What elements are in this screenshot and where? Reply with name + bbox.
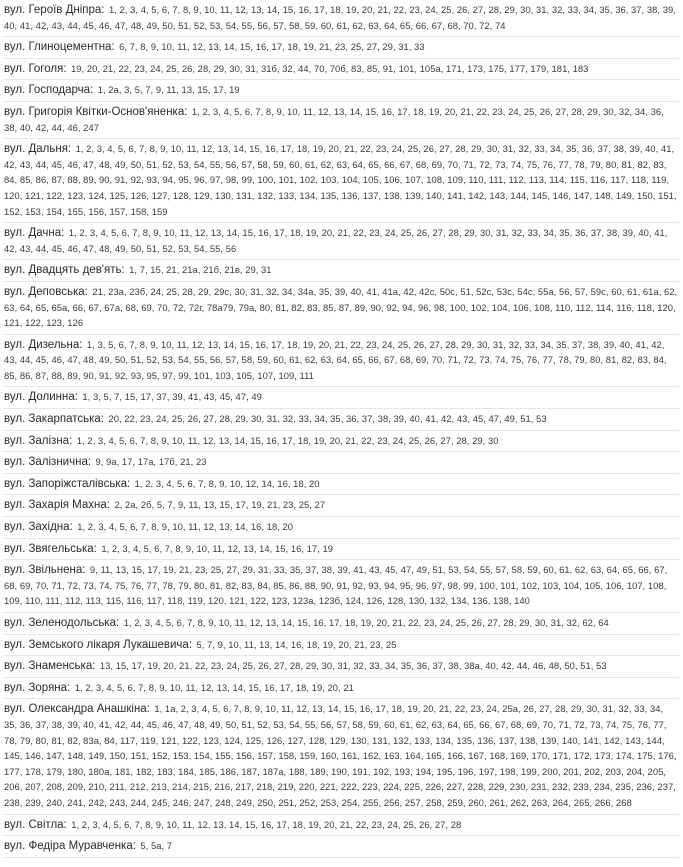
house-numbers: 9, 9а, 17, 17а, 17б, 21, 23: [95, 456, 207, 468]
house-numbers: 1, 2, 3, 4, 5, 6, 7, 8, 9, 10, 11, 12, 13, 14, 15, 16, 17, 18, 19, 20, 21, 22, 23, 24, 25, 26, 27, 28, 29, 30: [76, 434, 499, 446]
street-name: вул. Дальня:: [4, 143, 72, 156]
street-entry: [4, 560, 679, 613]
street-entry: [4, 474, 679, 496]
house-numbers: 2, 2а, 2б, 5, 7, 9, 11, 13, 15, 17, 19, 21, 23, 25, 27: [114, 499, 326, 511]
street-name: вул. Зеленодольська:: [4, 617, 120, 629]
street-entry: [4, 102, 679, 139]
house-numbers: 13, 15, 17, 19, 20, 21, 22, 23, 24, 25, 26, 27, 28, 29, 30, 31, 32, 33, 34, 35, 36, 37, 38, 38а, 40, 42, 44, 46, 48, 50, 51, 53: [99, 660, 607, 672]
street-entry: [4, 635, 679, 657]
house-numbers: 1, 2, 3, 4, 5, 6, 7, 8, 9, 10, 11, 12, 13, 14, 15, 16, 17, 18, 19, 20, 21: [74, 681, 354, 693]
street-entry: [4, 335, 679, 388]
house-numbers: 21, 23а, 23б, 24, 25, 28, 29, 29с, 30, 31, 32, 34, 34а, 35, 39, 40, 41, 41а, 42, 42с, 50с, 51, 52с, 53с, 54с, 55а, 56, 57, 59с, 60, 61, 61а, 62, 63, 64, 65, 65а, 66, 67, 67а, 68, 69, 70, 72, 72г, 78а79, 79а, 80, 81, 82, 83, 85, 87, 89, 90, 92, 94, 96, 98, 100, 102, 104, 106, 108, 110, 112, 114, 116, 118, 120, 121, 122, 123, 126: [4, 285, 678, 329]
house-numbers: 1, 2, 3, 4, 5, 6, 7, 8, 9, 10, 11, 12, 13, 14, 15, 16, 17, 19: [101, 542, 334, 554]
street-name: вул. Земського лікаря Лукашевича:: [4, 638, 193, 651]
street-entry: [4, 37, 679, 59]
street-name: вул. Захарія Махна:: [4, 499, 110, 512]
street-name: вул. Західна:: [4, 521, 73, 534]
street-name: вул. Дизельна:: [4, 338, 83, 351]
house-numbers: 1, 2, 3, 4, 5, 6, 7, 8, 9, 10, 11, 12, 13, 14, 15, 16, 17, 18, 19, 20, 21, 22, 23, 24, 25, 26, 27, 28, 29, 30, 32, 34, 36, 38, 40, 42, 44, 46, 247: [4, 105, 664, 133]
street-name: вул. Звільнена:: [4, 564, 86, 577]
street-entry: [4, 282, 679, 335]
street-entry: [4, 260, 679, 282]
street-entry: [4, 452, 679, 474]
house-numbers: 1, 2, 3, 4, 5, 6, 7, 8, 9, 10, 12, 14, 16, 18, 20: [134, 477, 320, 489]
house-numbers: 1, 1а, 2, 3, 4, 5, 6, 7, 8, 9, 10, 11, 12, 13, 14, 15, 16, 17, 18, 19, 20, 21, 22, 23, 24, 25а, 26, 27, 28, 29, 30, 31, 32, 33, 34, 35, 36, 37, 38, 39, 40, 41, 42, 44, 45, 46, 47, 48, 49, 50, 51, 52, 53, 54, 55, 56, 57, 58, 59, 60, 61, 62, 63, 64, 65, 66, 67, 68, 69, 70, 71, 72, 73, 74, 75, 76, 77, 78, 79, 80, 81, 82, 83а, 84, 117, 119, 121, 122, 123, 124, 125, 126, 127, 128, 129, 130, 131, 132, 133, 134, 135, 136, 137, 138, 139, 140, 141, 142, 143, 144, 145, 146, 147, 148, 149, 150, 151, 152, 153, 154, 155, 156, 157, 158, 159, 160, 161, 162, 163, 164, 165, 166, 167, 168, 169, 170, 171, 172, 173, 174, 175, 176, 177, 178, 179, 180, 180а, 181, 182, 183, 184, 185, 186, 187, 187а, 188, 189, 190, 191, 192, 193, 194, 195, 196, 197, 198, 199, 200, 201, 202, 203, 204, 205, 206, 207, 208, 209, 210, 211, 212, 213, 214, 215, 216, 217, 218, 219, 220, 221, 222, 223, 224, 225, 226, 227, 228, 229, 230, 231, 232, 233, 234, 235, 236, 237, 238, 239, 240, 241, 242, 243, 244, 245, 246, 247, 248, 249, 250, 251, 252, 253, 254, 255, 256, 257, 258, 259, 260, 261, 262, 263, 264, 265, 266, 268: [4, 703, 677, 808]
house-numbers: 1, 3, 5, 7, 15, 17, 37, 39, 41, 43, 45, 47, 49: [82, 391, 262, 403]
street-entry: [4, 59, 679, 81]
street-name: вул. Залізна:: [4, 434, 73, 447]
house-numbers: 6, 7, 8, 9, 10, 11, 12, 13, 14, 15, 16, 17, 18, 19, 21, 23, 25, 27, 29, 31, 33: [119, 41, 425, 53]
house-numbers: 1, 2, 3, 4, 5, 6, 7, 8, 9, 10, 11, 12, 13, 14, 15, 16, 17, 18, 19, 20, 21, 22, 23, 24, 25, 26, 27, 28, 29, 30, 31, 32, 33, 34, 35, 36, 37, 38, 39, 40, 41, 42, 43, 44, 45, 46, 47, 48, 49, 50, 51, 52, 53, 54, 55, 56, 57, 58, 59, 60, 61, 62, 63, 64, 65, 66, 67, 68, 70, 72, 74: [4, 4, 676, 31]
house-numbers: 1, 2, 3, 4, 5, 6, 7, 8, 9, 10, 11, 12, 13, 14, 16, 18, 20: [77, 521, 294, 533]
street-name: вул. Деповська:: [4, 285, 88, 298]
street-entry: [4, 699, 679, 814]
house-numbers: 1, 2, 3, 4, 5, 6, 7, 8, 9, 10, 11, 12, 13, 14, 15, 16, 17, 18, 19, 20, 21, 22, 23, 24, 25, 26, 27, 28, 29, 30, 31, 32, 33, 34, 35, 36, 37, 38, 39, 40, 41, 42, 43, 44, 45, 46, 47, 48, 49, 50, 51, 52, 53, 54, 55, 56, 57, 58, 59, 60, 61, 62, 63, 64, 65, 66, 67, 68, 69, 70, 71, 72, 73, 74, 75, 76, 77, 78, 79, 80, 81, 82, 83, 84, 85, 86, 87, 88, 89, 90, 91, 92, 93, 94, 95, 96, 97, 98, 99, 100, 101, 102, 103, 104, 105, 106, 107, 108, 109, 110, 111, 112, 113, 114, 115, 116, 117, 118, 119, 120, 121, 122, 123, 124, 125, 126, 127, 128, 129, 130, 131, 132, 133, 134, 135, 136, 137, 138, 139, 140, 141, 142, 143, 144, 145, 146, 147, 148, 149, 150, 151, 152, 153, 154, 155, 156, 157, 158, 159: [4, 143, 677, 217]
street-name: вул. Закарпатська:: [4, 413, 104, 426]
street-entry: [4, 656, 679, 678]
street-name: вул. Світла:: [4, 818, 67, 831]
street-name: вул. Запоріжсталівська:: [4, 477, 131, 490]
street-name: вул. Зоряна:: [4, 681, 71, 694]
street-entry: [4, 80, 679, 102]
street-entry: [4, 517, 679, 539]
street-entry: [4, 387, 679, 409]
house-numbers: 1, 2, 3, 4, 5, 6, 7, 8, 9, 10, 11, 12, 13, 14, 15, 16, 17, 18, 19, 20, 21, 22, 23, 24, 25, 26, 27, 28, 29, 30, 31, 32, 62, 64: [123, 617, 609, 628]
street-entry: [4, 0, 679, 37]
house-numbers: 9, 11, 13, 15, 17, 19, 21, 23, 25, 27, 29, 31, 33, 35, 37, 38, 39, 41, 43, 45, 47, 49, 51, 53, 54, 55, 57, 58, 59, 60, 61, 62, 63, 64, 65, 66, 67, 68, 69, 70, 71, 72, 73, 74, 75, 76, 77, 78, 79, 80, 81, 82, 83, 84, 85, 86, 88, 90, 91, 92, 93, 94, 95, 96, 97, 98, 99, 100, 101, 102, 103, 104, 105, 106, 107, 108, 109, 110, 111, 112, 113, 115, 116, 117, 118, 119, 120, 121, 122, 123, 123а, 123б, 124, 126, 128, 130, 132, 134, 136, 138, 140: [4, 564, 668, 607]
house-numbers: 19, 20, 21, 22, 23, 24, 25, 26, 28, 29, 30, 31, 31б, 32, 44, 70, 70б, 83, 85, 91, 101, 105а, 171, 173, 175, 177, 179, 181, 183: [70, 62, 589, 74]
street-entry: [4, 613, 679, 635]
street-name: вул. Федіра Муравченка:: [4, 840, 136, 853]
house-numbers: 5, 5а, 7: [140, 840, 173, 852]
street-name: вул. Гоголя:: [4, 62, 67, 75]
street-name: вул. Залізнична:: [4, 456, 92, 469]
house-numbers: 1, 2, 3, 4, 5, 6, 7, 8, 9, 10, 11, 12, 13, 14, 15, 16, 17, 18, 19, 20, 21, 22, 23, 24, 25, 26, 27, 28, 29, 30, 31, 32, 33, 34, 35, 36, 37, 38, 39, 40, 41, 42, 43, 44, 45, 46, 47, 48, 49, 50, 51, 52, 53, 54, 55, 56: [4, 227, 668, 254]
street-name: вул. Знаменська:: [4, 660, 96, 673]
street-name: вул. Господарча:: [4, 84, 94, 97]
street-entry: [4, 495, 679, 517]
house-numbers: 1, 2а, 3, 5, 7, 9, 11, 13, 15, 17, 19: [97, 84, 240, 96]
house-numbers: 5, 7, 9, 10, 11, 13, 14, 16, 18, 19, 20, 21, 23, 25: [196, 638, 397, 650]
street-name: вул. Двадцять дев'ять:: [4, 264, 125, 277]
street-name: вул. Дачна:: [4, 227, 65, 240]
street-entry: [4, 431, 679, 453]
street-entry: [4, 815, 679, 837]
house-numbers: 20, 22, 23, 24, 25, 26, 27, 28, 29, 30, 31, 32, 33, 34, 35, 36, 37, 38, 39, 40, 41, 42, 43, 45, 47, 49, 51, 53: [108, 413, 547, 425]
street-entry: [4, 139, 679, 223]
house-numbers: 1, 3, 5, 6, 7, 8, 9, 10, 11, 12, 13, 14, 15, 16, 17, 18, 19, 20, 21, 22, 23, 24, 25, 26, 27, 28, 29, 30, 31, 32, 33, 34, 35, 37, 38, 39, 40, 41, 42, 43, 44, 45, 46, 47, 48, 49, 50, 51, 52, 53, 54, 55, 56, 57, 58, 59, 60, 61, 62, 63, 64, 65, 66, 67, 68, 69, 70, 71, 72, 73, 74, 75, 76, 77, 78, 79, 80, 81, 82, 83, 84, 85, 86, 87, 88, 89, 90, 91, 92, 93, 95, 97, 99, 101, 103, 105, 107, 109, 111: [4, 338, 667, 381]
street-name: вул. Григорія Квітки-Основ'яненка:: [4, 105, 188, 118]
street-entry: [4, 678, 679, 700]
street-name: вул. Звягельська:: [4, 542, 97, 555]
street-entry: [4, 836, 679, 858]
street-entry: [4, 409, 679, 431]
street-name: вул. Долинна:: [4, 391, 78, 404]
street-name: вул. Героїв Дніпра:: [4, 4, 105, 16]
street-name: вул. Олександра Анашкіна:: [4, 703, 150, 716]
street-entry: [4, 539, 679, 561]
house-numbers: 1, 7, 15, 21, 21а, 21б, 21в, 29, 31: [129, 264, 272, 276]
house-numbers: 1, 2, 3, 4, 5, 6, 7, 8, 9, 10, 11, 12, 13, 14, 15, 16, 17, 18, 19, 20, 21, 22, 23, 24, 25, 26, 27, 28: [71, 818, 462, 830]
street-name: вул. Глиноцементна:: [4, 41, 115, 54]
street-entry: [4, 223, 679, 260]
